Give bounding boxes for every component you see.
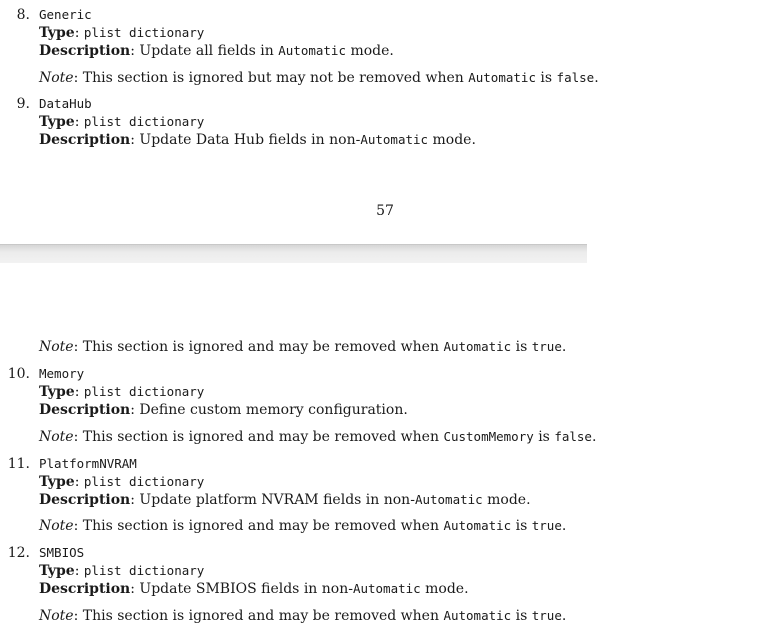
item-12-title <box>39 544 84 562</box>
item-11-title <box>39 455 137 473</box>
description-label: Description <box>39 581 131 597</box>
item-12-description: Description: Update SMBIOS fields in non-Automatic mode. <box>39 581 469 597</box>
note-mid: is <box>515 339 528 355</box>
type-value: plist dictionary <box>83 563 205 578</box>
item-10-note: Note: This section is ignored and may be removed when CustomMemory is false. <box>39 429 597 445</box>
note-end: . <box>591 429 597 445</box>
note-mid: is <box>515 518 528 534</box>
description-label: Description <box>39 132 131 148</box>
item-9-number: 9. <box>16 96 30 112</box>
item-12-name: SMBIOS <box>39 545 85 560</box>
note-code-value: true <box>531 518 562 533</box>
item-11-description: Description: Update platform NVRAM fields in non-Automatic mode. <box>39 492 531 508</box>
item-8-note: Note: This section is ignored but may not be removed when Automatic is false. <box>39 70 599 86</box>
description-label: Description <box>39 492 131 508</box>
note-code: Automatic <box>443 608 512 623</box>
description-text: Update platform NVRAM fields in non- <box>139 492 415 508</box>
item-11-type: Type: plist dictionary <box>39 474 205 490</box>
item-12-note: Note: This section is ignored and may be removed when Automatic is true. <box>39 608 567 624</box>
item-9-name: DataHub <box>39 96 92 111</box>
item-10-type: Type: plist dictionary <box>39 384 205 400</box>
description-text: Update SMBIOS fields in non- <box>139 581 353 597</box>
item-11-number: 11. <box>7 456 30 472</box>
description-text: Update Data Hub fields in non- <box>139 132 361 148</box>
item-11-note: Note: This section is ignored and may be removed when Automatic is true. <box>39 518 567 534</box>
type-label: Type <box>39 474 75 490</box>
item-10-name: Memory <box>39 366 85 381</box>
note-text: This section is ignored but may not be removed when <box>82 70 464 86</box>
type-label: Type <box>39 114 75 130</box>
note-mid: is <box>540 70 553 86</box>
item-8-name: Generic <box>39 7 92 22</box>
note-code: Automatic <box>443 339 512 354</box>
type-value: plist dictionary <box>83 384 205 399</box>
item-8-title <box>39 6 92 24</box>
lead-note: Note: This section is ignored and may be removed when Automatic is true. <box>39 339 567 355</box>
note-text: This section is ignored and may be removed when <box>82 339 439 355</box>
note-end: . <box>561 518 567 534</box>
note-label: Note <box>39 608 74 624</box>
item-12-number: 12. <box>7 545 30 561</box>
description-text-end: mode. <box>350 43 394 59</box>
page-number: 57 <box>376 203 394 219</box>
item-9-description: Description: Update Data Hub fields in non-Automatic mode. <box>39 132 476 148</box>
note-code-value: true <box>531 339 562 354</box>
type-value: plist dictionary <box>83 474 205 489</box>
description-text-end: mode. <box>425 581 469 597</box>
note-label: Note <box>39 339 74 355</box>
note-label: Note <box>39 70 74 86</box>
note-text: This section is ignored and may be removed when <box>82 608 439 624</box>
type-value: plist dictionary <box>83 114 205 129</box>
note-code: CustomMemory <box>443 429 534 444</box>
type-label: Type <box>39 563 75 579</box>
description-label: Description <box>39 43 131 59</box>
note-code-value: false <box>556 70 595 85</box>
item-12-type: Type: plist dictionary <box>39 563 205 579</box>
note-code: Automatic <box>468 70 536 85</box>
note-end: . <box>594 70 599 86</box>
page-separator <box>0 244 587 264</box>
item-9-title <box>39 95 92 113</box>
item-9-type: Type: plist dictionary <box>39 114 205 130</box>
type-label: Type <box>39 25 75 41</box>
item-10-number: 10. <box>7 366 30 382</box>
item-10-title <box>39 365 84 383</box>
note-mid: is <box>538 429 550 445</box>
description-code: Automatic <box>414 492 483 507</box>
item-11-name: PlatformNVRAM <box>39 456 137 471</box>
description-code: Automatic <box>352 581 421 596</box>
note-end: . <box>561 608 567 624</box>
note-code-value: false <box>554 429 592 444</box>
note-mid: is <box>515 608 528 624</box>
note-code: Automatic <box>443 518 512 533</box>
document-page-bottom <box>0 263 597 643</box>
note-label: Note <box>39 429 74 445</box>
item-8-description: Description: Update all fields in Automatic mode. <box>39 43 394 59</box>
note-label: Note <box>39 518 74 534</box>
document-page-top <box>0 0 599 244</box>
item-10-description: Description: Define custom memory configuration. <box>39 402 408 418</box>
item-8-type: Type: plist dictionary <box>39 25 205 41</box>
note-text: This section is ignored and may be removed when <box>82 429 439 445</box>
description-label: Description <box>39 402 131 418</box>
description-code: Automatic <box>278 43 346 58</box>
note-code-value: true <box>531 608 562 623</box>
description-text-end: mode. <box>487 492 531 508</box>
type-value: plist dictionary <box>83 25 205 40</box>
description-text: Update all fields in <box>139 43 274 59</box>
note-text: This section is ignored and may be removed when <box>82 518 439 534</box>
note-end: . <box>561 339 567 355</box>
description-text: Define custom memory configuration. <box>139 402 408 418</box>
type-label: Type <box>39 384 75 400</box>
description-text-end: mode. <box>432 132 476 148</box>
item-8-number: 8. <box>16 7 30 23</box>
description-code: Automatic <box>360 132 429 147</box>
